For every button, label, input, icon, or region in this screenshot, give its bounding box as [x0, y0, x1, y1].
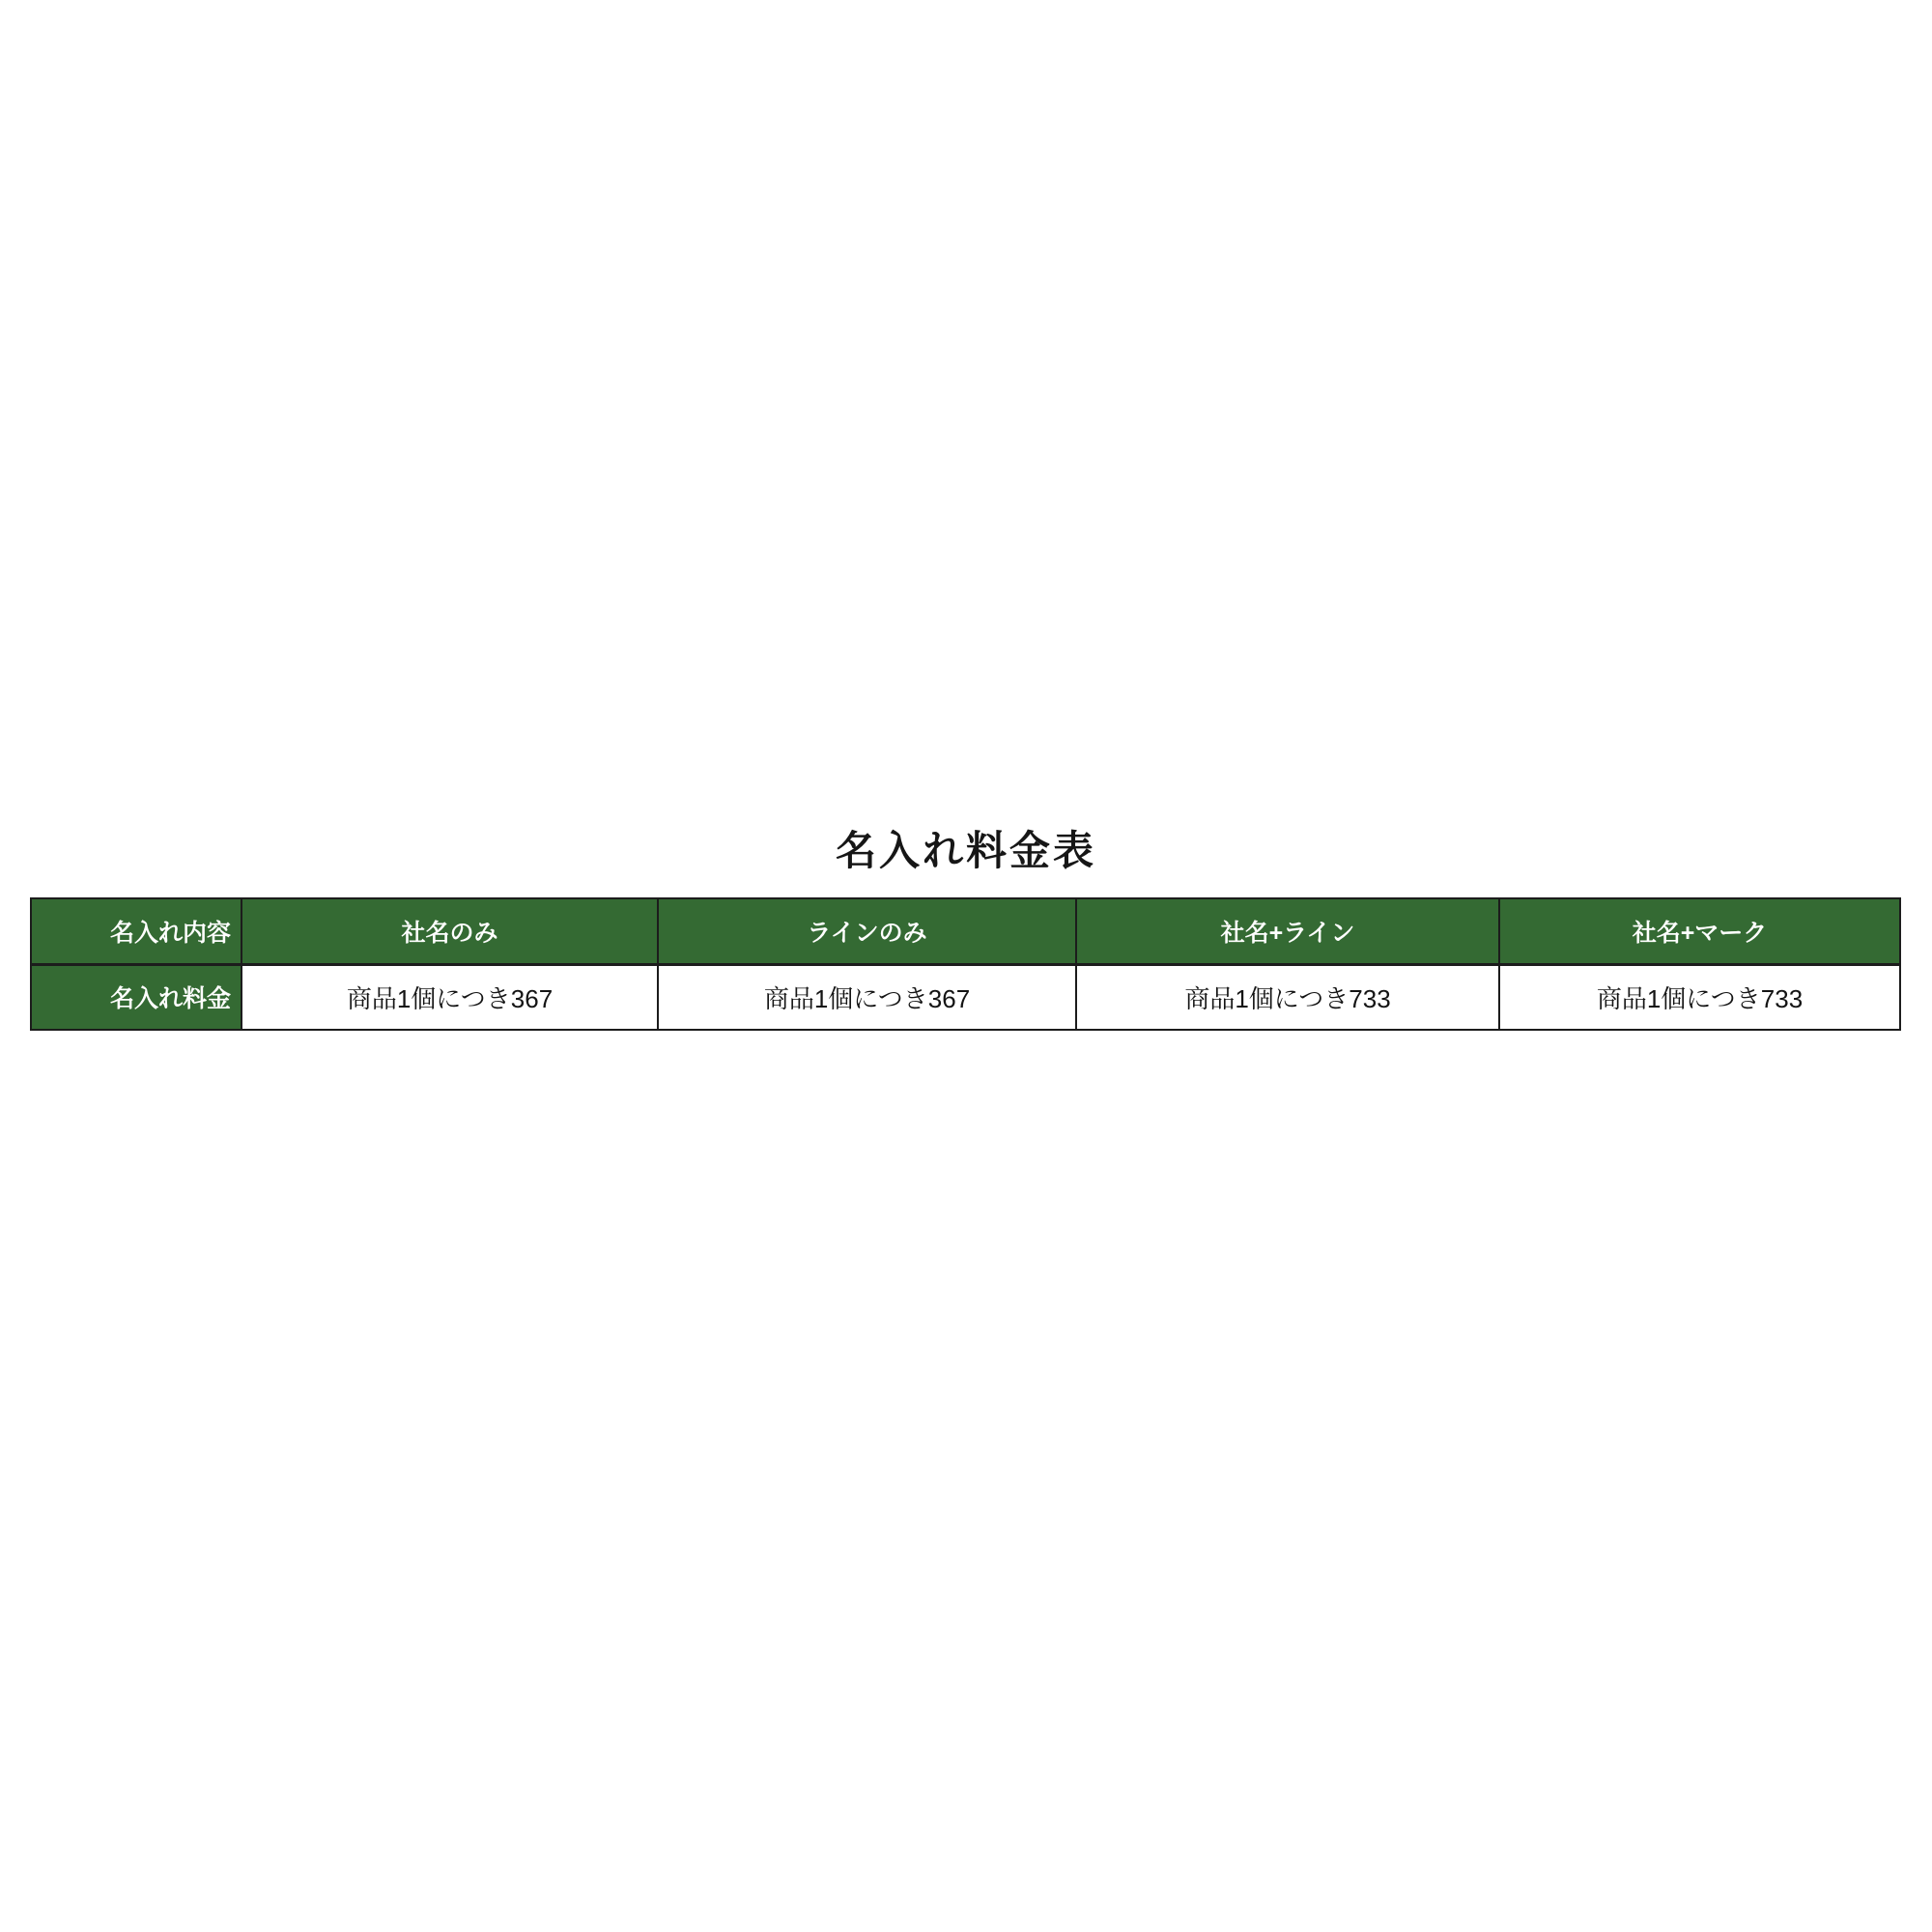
page-title: 名入れ料金表	[835, 828, 1096, 873]
price-cell-company-name-only: 商品1個につき367	[242, 964, 658, 1030]
header-cell-company-name-plus-mark: 社名+マーク	[1499, 898, 1900, 964]
price-cell-line-only: 商品1個につき367	[658, 964, 1076, 1030]
table-row-price	[31, 964, 1900, 1030]
price-cell-company-name-plus-mark: 商品1個につき733	[1499, 964, 1900, 1030]
price-cell-company-name-plus-line: 商品1個につき733	[1076, 964, 1499, 1030]
header-cell-content-type: 名入れ内容	[31, 898, 242, 964]
row-label-cell: 名入れ料金	[31, 964, 242, 1030]
header-cell-company-name-plus-line: 社名+ライン	[1076, 898, 1499, 964]
table-header-row	[31, 898, 1900, 964]
header-cell-company-name-only: 社名のみ	[242, 898, 658, 964]
price-table	[30, 897, 1901, 1031]
header-cell-line-only: ラインのみ	[658, 898, 1076, 964]
